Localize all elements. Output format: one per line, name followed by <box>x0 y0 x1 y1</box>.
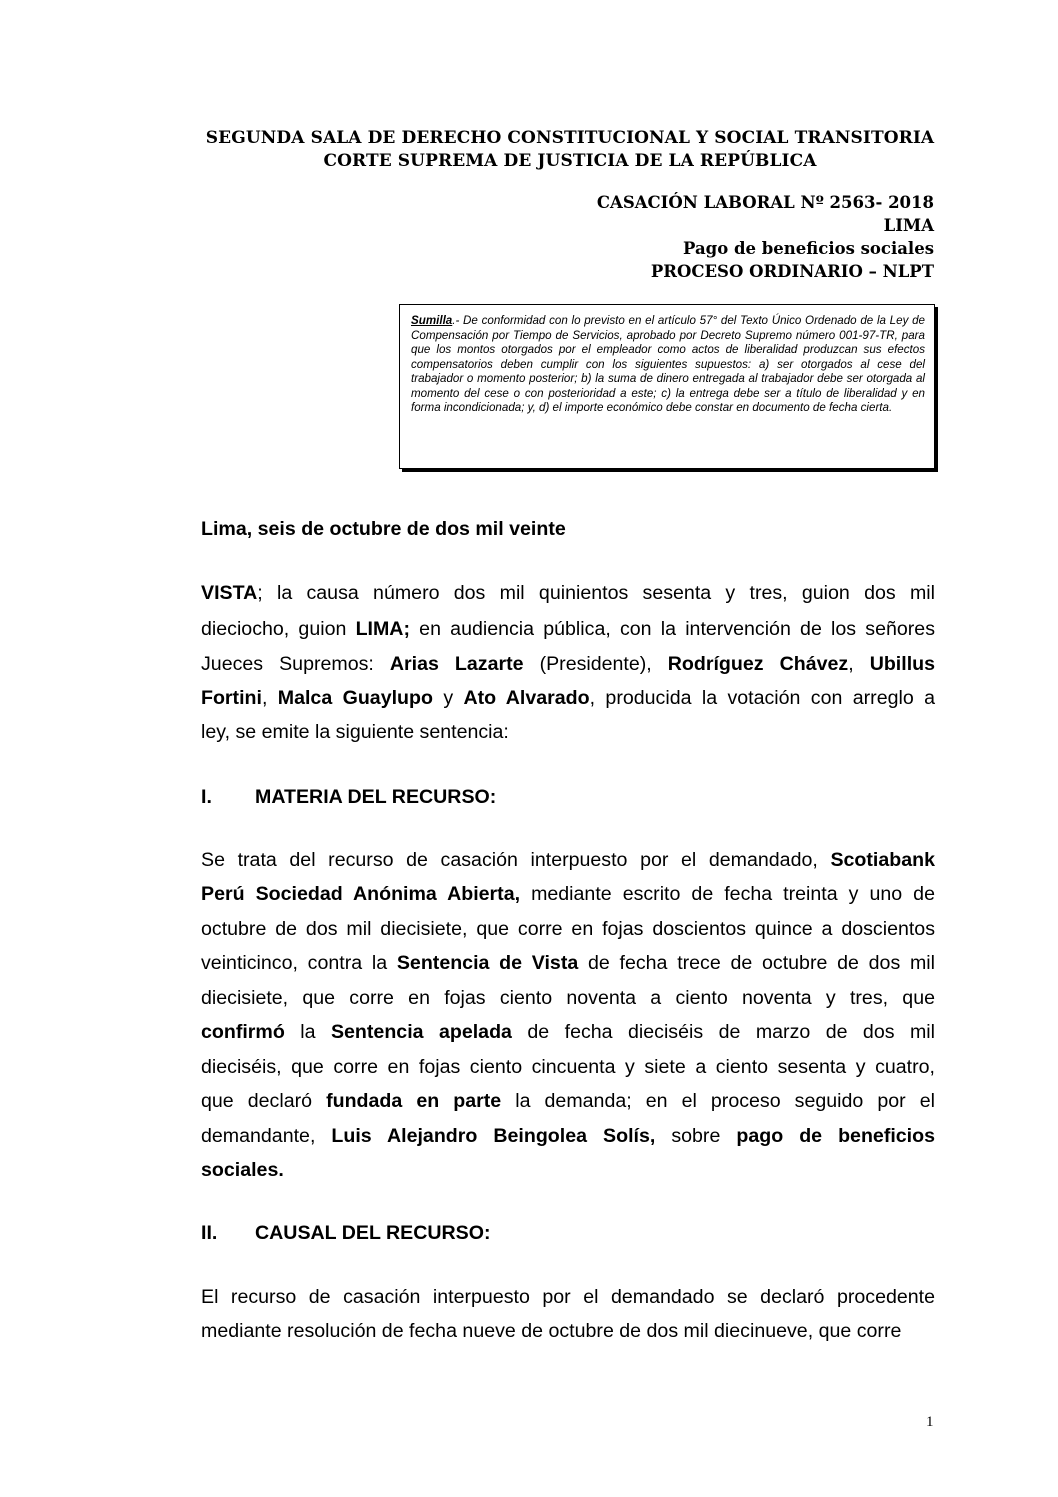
sumilla-body: .- De conformidad con lo previsto en el artículo 57° del Texto Único Ordenado de la Ley de Compensación por Tiempo de Servicios, aprobado por Decreto Supremo número 001-97-TR, para que los montos otorgados por el empleador como actos de liberalidad produzcan sus efectos compensatorios deben cumplir con los siguientes supuestos: a) ser otorgados al cese del trabajador o momento posterior; b) la suma de dinero entregada al trabajador debe ser otorgada al momento del cese o con posterioridad a este; c) la entrega debe ser a título de liberalidad y en forma incondicionada; y, d) el importe económico debe constar en documento de fecha cierta. <box>411 314 925 414</box>
case-subject: Pago de beneficios sociales <box>683 239 934 258</box>
section-1-line: confirmó la Sentencia apelada de fecha dieciséis de marzo de dos mil <box>201 1021 935 1043</box>
section-1-line: Se trata del recurso de casación interpuesto por el demandado, Scotiabank <box>201 849 935 871</box>
section-1-line: que declaró fundada en parte la demanda; en el proceso seguido por el <box>201 1090 935 1112</box>
date-line: Lima, seis de octubre de dos mil veinte <box>201 518 566 540</box>
section-1-line: Perú Sociedad Anónima Abierta, mediante escrito de fecha treinta y uno de <box>201 883 935 905</box>
section-1-line: octubre de dos mil diecisiete, que corre en fojas doscientos quince a doscientos <box>201 918 935 940</box>
page-number: 1 <box>926 1414 934 1430</box>
court-chamber-title: SEGUNDA SALA DE DERECHO CONSTITUCIONAL Y SOCIAL TRANSITORIA <box>205 128 935 148</box>
section-1-line: sociales. <box>201 1159 284 1181</box>
section-2-title: CAUSAL DEL RECURSO: <box>255 1222 491 1244</box>
vista-line: Fortini, Malca Guaylupo y Ato Alvarado, producida la votación con arreglo a <box>201 687 936 709</box>
section-1-line: dieciséis, que corre en fojas ciento cincuenta y siete a ciento sesenta y cuatro, <box>201 1056 935 1078</box>
section-1-line: veinticinco, contra la Sentencia de Vista de fecha trece de octubre de dos mil <box>201 952 936 974</box>
case-process: PROCESO ORDINARIO – NLPT <box>650 262 934 281</box>
case-number: CASACIÓN LABORAL Nº 2563- 2018 <box>596 193 934 212</box>
section-2-line: El recurso de casación interpuesto por el demandado se declaró procedente <box>201 1286 935 1308</box>
section-1-line: diecisiete, que corre en fojas ciento noventa a ciento noventa y tres, que <box>201 987 935 1009</box>
sumilla-label: Sumilla <box>411 314 453 327</box>
section-1-title: MATERIA DEL RECURSO: <box>255 786 497 808</box>
section-1-line: demandante, Luis Alejandro Beingolea Solís, sobre pago de beneficios <box>201 1125 935 1147</box>
vista-line: dieciocho, guion LIMA; en audiencia pública, con la intervención de los señores <box>201 618 935 640</box>
vista-line: ley, se emite la siguiente sentencia: <box>201 721 509 743</box>
sumilla-box <box>399 304 935 469</box>
vista-line: VISTA; la causa número dos mil quinientos sesenta y tres, guion dos mil <box>201 582 935 604</box>
section-2-line: mediante resolución de fecha nueve de octubre de dos mil diecinueve, que corre <box>201 1320 902 1342</box>
sumilla-text <box>411 314 925 416</box>
section-1-numeral: I. <box>201 786 212 808</box>
case-city: LIMA <box>883 216 934 235</box>
vista-line: Jueces Supremos: Arias Lazarte (Presidente), Rodríguez Chávez, Ubillus <box>201 653 936 675</box>
court-name-title: CORTE SUPREMA DE JUSTICIA DE LA REPÚBLICA <box>323 151 817 171</box>
section-2-numeral: II. <box>201 1222 218 1244</box>
